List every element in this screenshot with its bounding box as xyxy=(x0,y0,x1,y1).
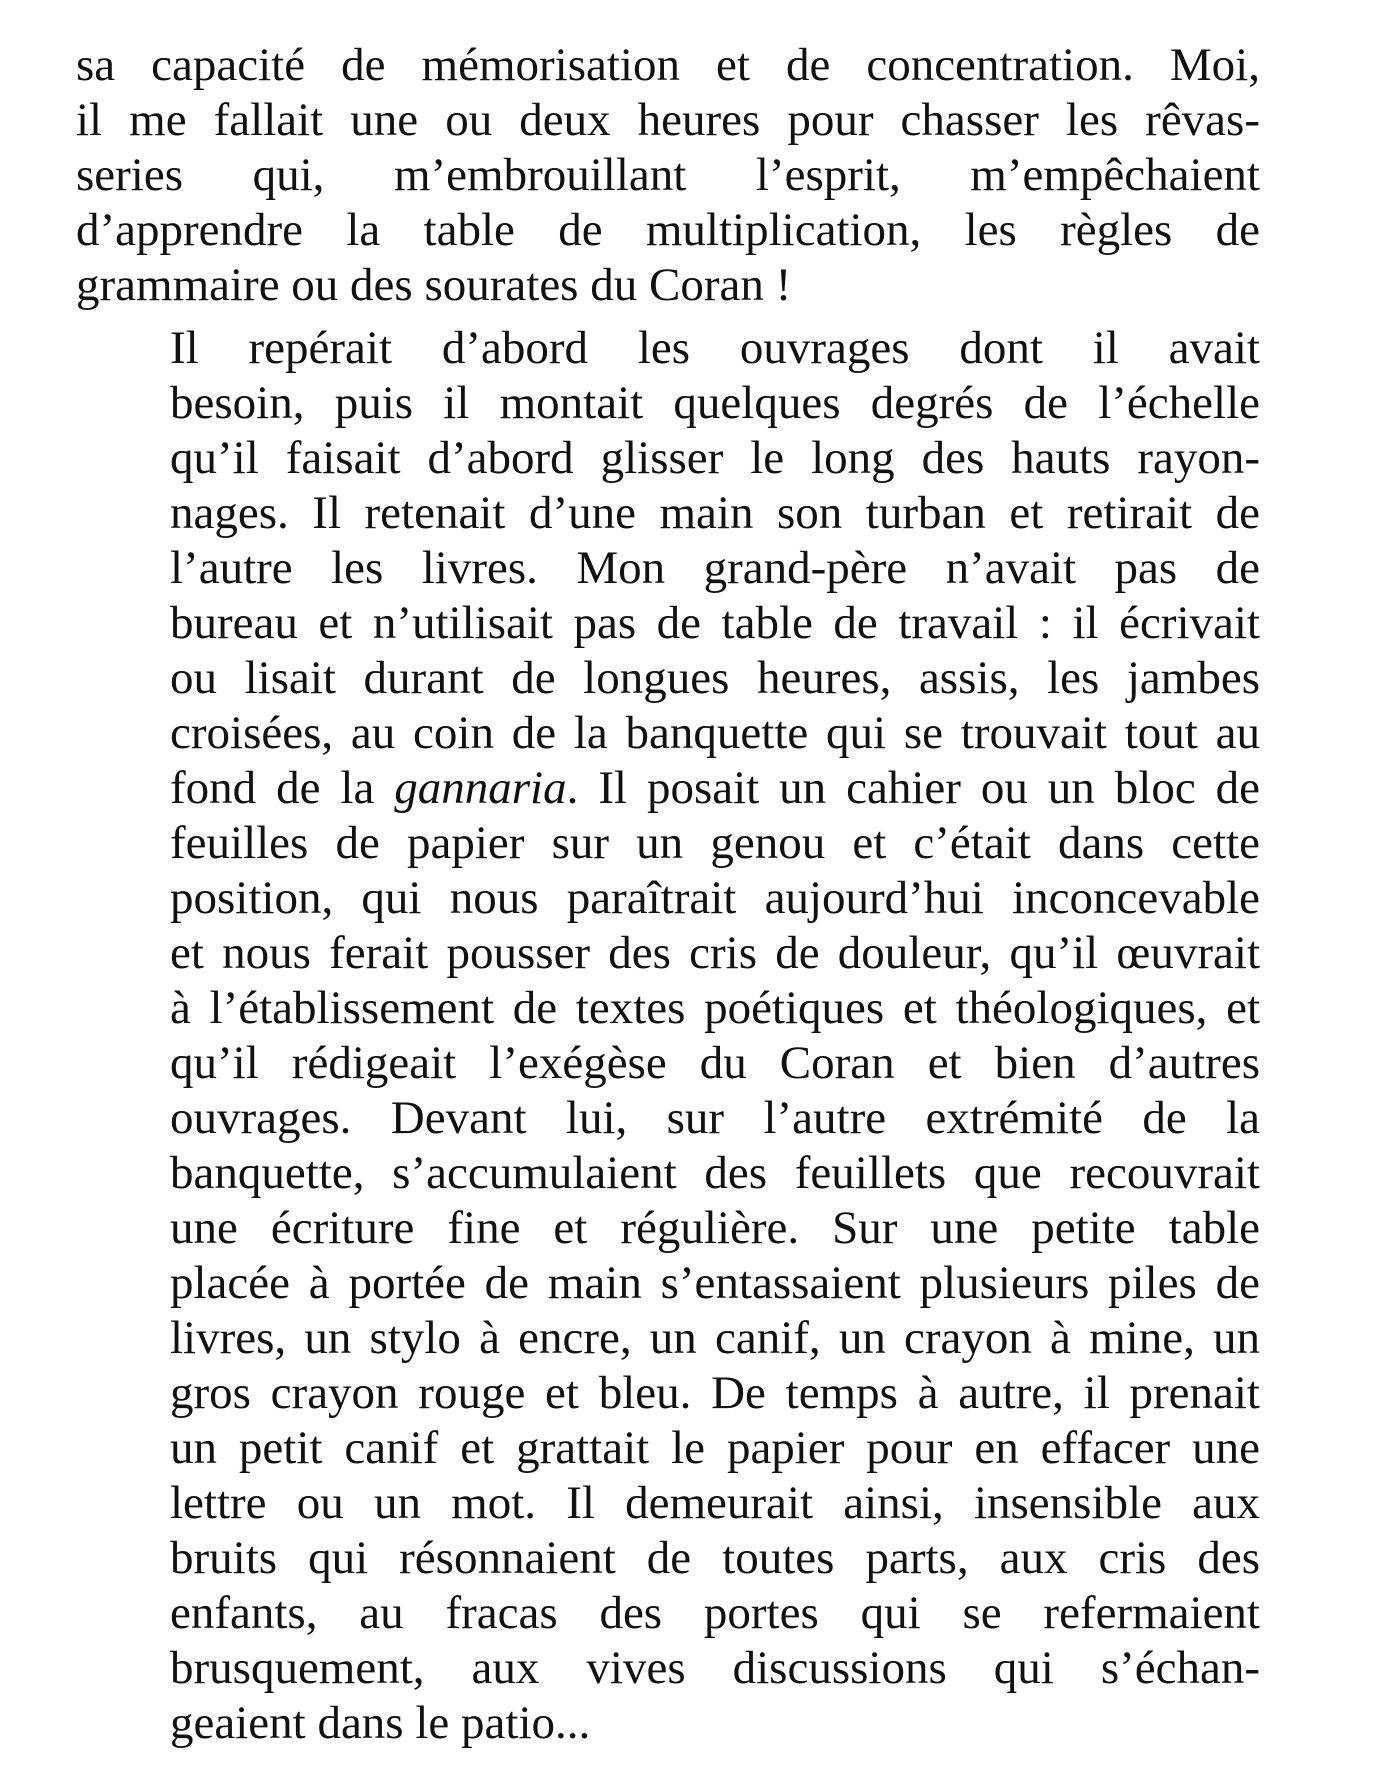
text-line: series qui, m’embrouillant l’esprit, m’empêchaient xyxy=(76,149,1260,201)
text-line: nages. Il retenait d’une main son turban et retirait de xyxy=(170,487,1260,539)
text-line: besoin, puis il montait quelques degrés de l’échelle xyxy=(170,377,1260,429)
page-text xyxy=(76,38,1260,1751)
text-line: qu’il faisait d’abord glisser le long des hauts rayon- xyxy=(170,432,1260,484)
text-line: croisées, au coin de la banquette qui se trouvait tout au xyxy=(170,707,1260,759)
text-line: gros crayon rouge et bleu. De temps à autre, il prenait xyxy=(170,1367,1260,1419)
text-line: placée à portée de main s’entassaient plusieurs piles de xyxy=(170,1257,1260,1309)
text-line: sa capacité de mémorisation et de concentration. Moi, xyxy=(76,39,1260,91)
text-line: brusquement, aux vives discussions qui s’échan- xyxy=(170,1642,1260,1694)
text-line: à l’établissement de textes poétiques et théologiques, et xyxy=(170,982,1260,1034)
text-line: ou lisait durant de longues heures, assis, les jambes xyxy=(170,652,1260,704)
text-line-with-italic xyxy=(76,761,1260,816)
text-line: un petit canif et grattait le papier pour en effacer une xyxy=(170,1422,1260,1474)
text-line: Il repérait d’abord les ouvrages dont il avait xyxy=(170,322,1260,374)
text-line: grammaire ou des sourates du Coran ! xyxy=(76,259,792,311)
italic-term: gannaria xyxy=(394,762,567,814)
text-line: banquette, s’accumulaient des feuillets que recouvrait xyxy=(170,1147,1260,1199)
text-line: et nous ferait pousser des cris de douleur, qu’il œuvrait xyxy=(170,927,1260,979)
text-line: lettre ou un mot. Il demeurait ainsi, insensible aux xyxy=(170,1477,1260,1529)
text-line: une écriture fine et régulière. Sur une petite table xyxy=(170,1202,1260,1254)
text-line: feuilles de papier sur un genou et c’était dans cette xyxy=(170,817,1260,869)
paragraph-1 xyxy=(76,38,1260,313)
text-fragment: fond de la xyxy=(170,762,395,814)
text-line: l’autre les livres. Mon grand-père n’avait pas de xyxy=(170,542,1260,594)
text-line: livres, un stylo à encre, un canif, un crayon à mine, un xyxy=(170,1312,1260,1364)
text-line: position, qui nous paraîtrait aujourd’hui inconcevable xyxy=(170,872,1260,924)
text-line: qu’il rédigeait l’exégèse du Coran et bien d’autres xyxy=(170,1037,1260,1089)
text-line: bureau et n’utilisait pas de table de travail : il écrivait xyxy=(170,597,1260,649)
paragraph-2 xyxy=(76,321,1260,1751)
text-line: bruits qui résonnaient de toutes parts, aux cris des xyxy=(170,1532,1260,1584)
text-fragment: . Il posait un cahier ou un bloc de xyxy=(566,762,1260,814)
text-line: il me fallait une ou deux heures pour chasser les rêvas- xyxy=(76,94,1260,146)
text-line: geaient dans le patio... xyxy=(170,1697,591,1749)
text-line: enfants, au fracas des portes qui se refermaient xyxy=(170,1587,1260,1639)
text-line: ouvrages. Devant lui, sur l’autre extrémité de la xyxy=(170,1092,1260,1144)
text-line: d’apprendre la table de multiplication, les règles de xyxy=(76,204,1260,256)
